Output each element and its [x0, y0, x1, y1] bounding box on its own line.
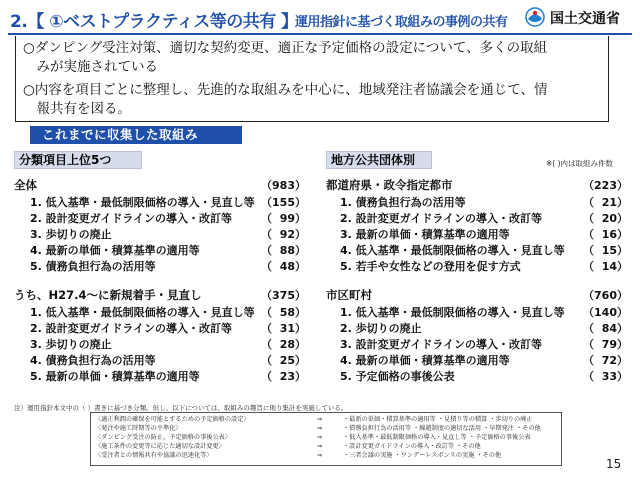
list-item-count: （ 99） [261, 212, 306, 225]
list-item: 2. 設計変更ガイドラインの導入・改訂等 [30, 212, 233, 225]
organization-name: 国土交通省 [550, 11, 620, 27]
list-item-count: （ 72） [583, 354, 628, 367]
list-item: 2. 設計変更ガイドラインの導入・改訂等 [30, 322, 233, 335]
footnote-row-right: ・設計変更ガイドラインの導入・改訂等 ・その他 [343, 443, 481, 450]
page-number: 15 [606, 457, 622, 471]
list-item-count: （ 33） [583, 370, 628, 383]
list-item-count: （155） [261, 196, 306, 209]
list-item-count: （ 21） [583, 196, 628, 209]
list-item: 5. 最新の単価・積算基準の適用等 [30, 370, 200, 383]
summary-line: ○内容を項目ごとに整理し、先進的な取組みを中心に、地域発注者協議会を通じて、情 [23, 82, 548, 98]
list-item: 1. 債務負担行為の活用等 [340, 196, 466, 209]
right-section-header: 地方公共団体別 [326, 151, 432, 169]
list-item-count: （ 23） [261, 370, 306, 383]
list-item-count: （ 48） [261, 260, 306, 273]
footnote-row-left: 〈発注や施工時期等の平準化〉 [95, 425, 182, 432]
group-count: （760） [583, 289, 628, 302]
page-title: 2.【 ①ベストプラクティス等の共有 】 [10, 12, 298, 32]
list-item-count: （ 58） [261, 306, 306, 319]
footnote-arrow: ⇒ [317, 434, 323, 441]
left-section-header: 分類項目上位5つ [14, 151, 142, 169]
list-item: 4. 最新の単価・積算基準の適用等 [340, 354, 510, 367]
list-item: 3. 歩切りの廃止 [30, 228, 112, 241]
footnote-box [90, 412, 562, 466]
list-item-count: （ 92） [261, 228, 306, 241]
footnote-row-right: ・三者会議の実施 ・ワンデーレスポンスの実施 ・その他 [343, 452, 502, 459]
footnote-row-left: 〈ダンピング受注の防止、予定価格の事後公表〉 [95, 434, 232, 441]
list-item-count: （140） [583, 306, 628, 319]
footnote-row-left: 〈受注者との情報共有や協議の迅速化等〉 [95, 452, 213, 459]
footnote-row-left: 〈施工条件の変更等に応じた適切な設計変更〉 [95, 443, 225, 450]
group-count: （375） [261, 289, 306, 302]
summary-line: 報共有を図る。 [23, 101, 131, 117]
list-item-count: （ 16） [583, 228, 628, 241]
list-item: 1. 低入基準・最低制限価格の導入・見直し等 [30, 196, 255, 209]
list-item: 3. 最新の単価・積算基準の適用等 [340, 228, 510, 241]
footnote-arrow: ⇒ [317, 452, 323, 459]
summary-line: ○ダンピング受注対策、適切な契約変更、適正な予定価格の設定について、多くの取組 [23, 40, 548, 56]
summary-line: みが実施されている [23, 59, 158, 75]
list-item: 2. 設計変更ガイドラインの導入・改訂等 [340, 212, 543, 225]
list-item-count: （ 79） [583, 338, 628, 351]
list-item-count: （ 88） [261, 244, 306, 257]
list-item: 2. 歩切りの廃止 [340, 322, 422, 335]
footnote-row-left: 〈適正利潤の確保を可能とするための予定価格の設定〉 [95, 416, 250, 423]
list-item: 4. 最新の単価・積算基準の適用等 [30, 244, 200, 257]
group-label: 都道府県・政令指定都市 [326, 178, 453, 192]
footnote-row-right: ・低入基準・最低制限価格の導入・見直し等 ・予定価格の事後公表 [343, 434, 531, 441]
list-item-count: （ 20） [583, 212, 628, 225]
list-item: 4. 低入基準・最低制限価格の導入・見直し等 [340, 244, 565, 257]
footnote-arrow: ⇒ [317, 425, 323, 432]
footnote-arrow: ⇒ [317, 443, 323, 450]
section-banner: これまでに収集した取組み [30, 126, 242, 144]
list-item: 5. 予定価格の事後公表 [340, 370, 455, 383]
list-item-count: （ 15） [583, 244, 628, 257]
group-count: （983） [261, 179, 306, 192]
list-item: 5. 債務負担行為の活用等 [30, 260, 156, 273]
list-item: 1. 低入基準・最低制限価格の導入・見直し等 [340, 306, 565, 319]
footnote-row-right: ・債務負担行為の活用等 ・繰越制度の適切な活用 ・早期発注 ・その他 [343, 425, 541, 432]
group-label: 全体 [14, 178, 37, 192]
footnote-row-right: ・最新の単価・積算基準の適用等 ・見積り等の積算 ・歩切りの廃止 [343, 416, 533, 423]
list-item: 1. 低入基準・最低制限価格の導入・見直し等 [30, 306, 255, 319]
mlit-logo-icon [525, 7, 545, 27]
list-item-count: （ 14） [583, 260, 628, 273]
list-item-count: （ 31） [261, 322, 306, 335]
summary-box [15, 36, 609, 122]
list-item: 3. 歩切りの廃止 [30, 338, 112, 351]
header-divider [8, 33, 632, 35]
count-note: ※( )内は取組み件数 [546, 159, 614, 168]
footnote-title: 注）運用指針本文中の（ ）書きに基づき分類。但し、以下については、取組みの趣旨に則り集計を実施している。 [14, 404, 348, 412]
group-count: （223） [583, 179, 628, 192]
list-item-count: （ 25） [261, 354, 306, 367]
group-label: 市区町村 [326, 288, 372, 302]
list-item: 5. 若手や女性などの登用を促す方式 [340, 260, 521, 273]
page-subtitle: 運用指針に基づく取組みの事例の共有 [295, 15, 508, 30]
footnote-arrow: ⇒ [317, 416, 323, 423]
list-item: 3. 設計変更ガイドラインの導入・改訂等 [340, 338, 543, 351]
list-item: 4. 債務負担行為の活用等 [30, 354, 156, 367]
group-label: うち、H27.4～に新規着手・見直し [14, 288, 202, 302]
list-item-count: （ 84） [583, 322, 628, 335]
list-item-count: （ 28） [261, 338, 306, 351]
